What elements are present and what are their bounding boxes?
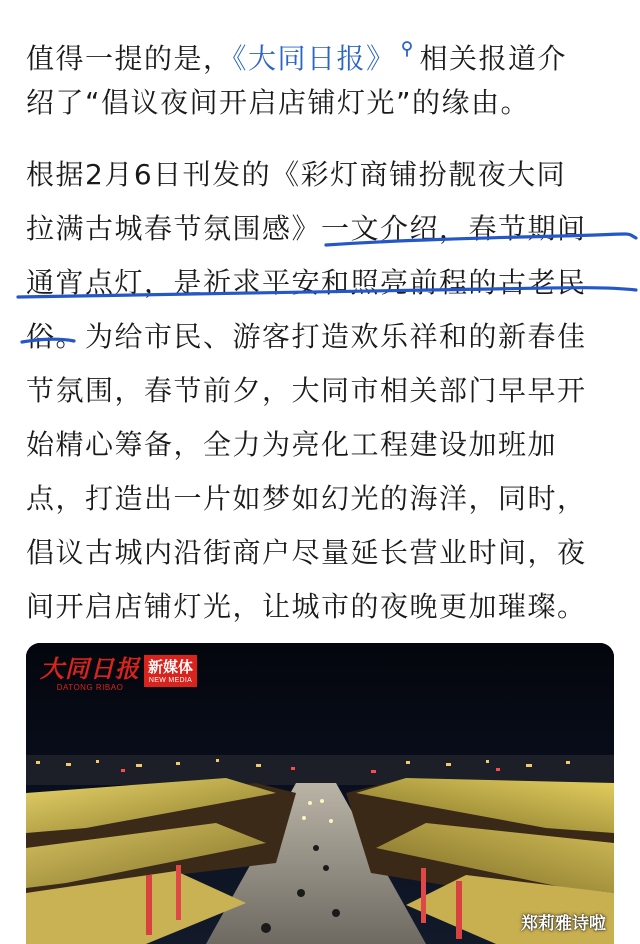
paragraph-2-line-6: 始精心筹备，全力为亮化工程建设加班加: [26, 428, 558, 461]
badge-subtitle: NEW MEDIA: [148, 677, 193, 684]
badge-title: 新媒体: [148, 658, 194, 676]
paragraph-1-text-after: 相关报道介: [419, 42, 568, 75]
newspaper-link[interactable]: 《大同日报》: [232, 42, 396, 75]
paragraph-2-line-9: 间开启店铺灯光，让城市的夜晚更加璀璨。: [26, 590, 587, 623]
newspaper-logo: [40, 655, 140, 693]
paragraph-1-text-before: 值得一提的是，: [26, 42, 233, 75]
paragraph-2-line-7: 点，打造出一片如梦如幻光的海洋，同时，: [26, 482, 587, 515]
paragraph-1-line-1: [26, 22, 616, 76]
new-media-badge: [144, 655, 197, 687]
search-icon[interactable]: [400, 22, 414, 40]
paragraph-2-line-1: 根据2月6日刊发的《彩灯商铺扮靓夜大同: [26, 158, 567, 191]
paragraph-2: [26, 148, 616, 634]
news-photo: [26, 643, 614, 944]
paragraph-2-line-4: 俗。为给市民、游客打造欢乐祥和的新春佳: [26, 320, 587, 353]
paragraph-1: [26, 22, 616, 130]
paragraph-2-line-5: 节氛围，春节前夕，大同市相关部门早早开: [26, 374, 587, 407]
news-brand: [40, 655, 197, 693]
paragraph-2-line-3: 通宵点灯，是祈求平安和照亮前程的古老民: [26, 266, 587, 299]
author-watermark: 郑莉雅诗啦: [521, 914, 606, 934]
logo-subtitle: DATONG RIBAO: [56, 683, 124, 692]
paragraph-1-line-2: 绍了“倡议夜间开启店铺灯光”的缘由。: [26, 86, 531, 119]
logo-text: 大同日报: [40, 654, 140, 683]
paragraph-2-line-8: 倡议古城内沿街商户尽量延长营业时间，夜: [26, 536, 587, 569]
paragraph-2-line-2: 拉满古城春节氛围感》一文介绍，春节期间: [26, 212, 587, 245]
